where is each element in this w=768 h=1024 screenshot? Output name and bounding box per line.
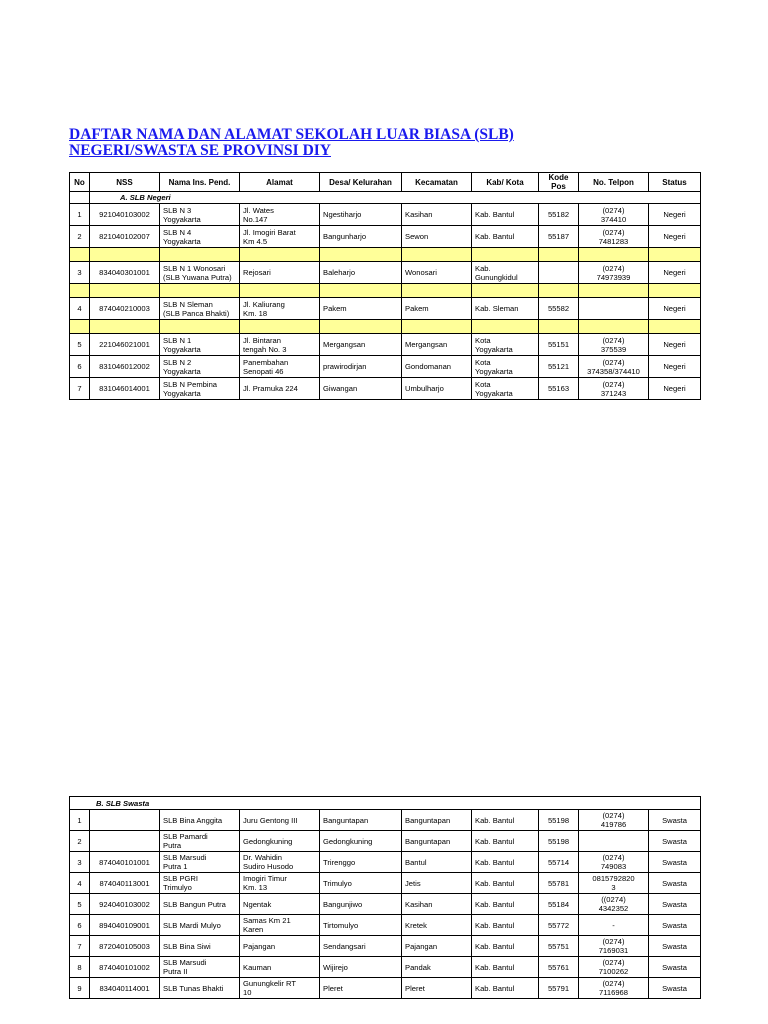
cell-status: Negeri — [649, 298, 701, 320]
highlight-band-row — [70, 284, 701, 298]
cell-desa: Trirenggo — [320, 852, 402, 873]
cell-nama: SLB Bangun Putra — [160, 894, 240, 915]
header-kode-pos: Kode Pos — [539, 173, 579, 192]
cell-no: 9 — [70, 978, 90, 999]
cell-pos: 55182 — [539, 204, 579, 226]
cell-nama: SLB N Sleman (SLB Panca Bhakti) — [160, 298, 240, 320]
cell-kec: Mergangsan — [402, 334, 472, 356]
cell-kab: Kab. Bantul — [472, 957, 539, 978]
cell-pos: 55761 — [539, 957, 579, 978]
cell-no: 6 — [70, 356, 90, 378]
cell-nama: SLB PGRI Trimulyo — [160, 873, 240, 894]
cell-nama: SLB Mardi Mulyo — [160, 915, 240, 936]
cell-kec: Kasihan — [402, 894, 472, 915]
cell-alamat: Jl. Wates No.147 — [240, 204, 320, 226]
cell-pos: 55187 — [539, 226, 579, 248]
cell-nama: SLB Marsudi Putra 1 — [160, 852, 240, 873]
cell-desa: Tirtomulyo — [320, 915, 402, 936]
table-row — [70, 936, 701, 957]
cell-pos: 55184 — [539, 894, 579, 915]
cell-telp: (0274) 419786 — [579, 810, 649, 831]
cell-nama: SLB N 1 Yogyakarta — [160, 334, 240, 356]
table-row — [70, 831, 701, 852]
cell-nss: 872040105003 — [90, 936, 160, 957]
cell-nss: 821040102007 — [90, 226, 160, 248]
highlight-band-row — [70, 248, 701, 262]
cell-no: 1 — [70, 810, 90, 831]
cell-telp: (0274) 74973939 — [579, 262, 649, 284]
cell-desa: Giwangan — [320, 378, 402, 400]
cell-kab: Kota Yogyakarta — [472, 356, 539, 378]
cell-alamat: Samas Km 21 Karen — [240, 915, 320, 936]
cell-nss: 921040103002 — [90, 204, 160, 226]
cell-kab: Kab. Bantul — [472, 894, 539, 915]
table-row — [70, 298, 701, 320]
cell-pos: 55163 — [539, 378, 579, 400]
cell-kec: Wonosari — [402, 262, 472, 284]
cell-status: Swasta — [649, 936, 701, 957]
cell-nama: SLB N 2 Yogyakarta — [160, 356, 240, 378]
cell-pos: 55781 — [539, 873, 579, 894]
cell-no: 2 — [70, 831, 90, 852]
cell-kab: Kota Yogyakarta — [472, 334, 539, 356]
cell-kec: Sewon — [402, 226, 472, 248]
cell-alamat: Kauman — [240, 957, 320, 978]
cell-pos: 55151 — [539, 334, 579, 356]
cell-no: 4 — [70, 298, 90, 320]
table-row — [70, 978, 701, 999]
cell-nama: SLB Bina Anggita — [160, 810, 240, 831]
cell-alamat: Jl. Pramuka 224 — [240, 378, 320, 400]
cell-telp: (0274) 7481283 — [579, 226, 649, 248]
cell-nss: 221046021001 — [90, 334, 160, 356]
cell-nama: SLB N 3 Yogyakarta — [160, 204, 240, 226]
table-header-row — [70, 173, 701, 192]
cell-alamat: Gedongkuning — [240, 831, 320, 852]
cell-kec: Gondomanan — [402, 356, 472, 378]
cell-nss — [90, 810, 160, 831]
cell-nss: 894040109001 — [90, 915, 160, 936]
highlight-band-row — [70, 320, 701, 334]
table-row — [70, 226, 701, 248]
table-row — [70, 356, 701, 378]
cell-kab: Kab. Bantul — [472, 915, 539, 936]
cell-status: Swasta — [649, 810, 701, 831]
cell-nss: 874040113001 — [90, 873, 160, 894]
cell-telp: - — [579, 915, 649, 936]
cell-nss: 834040301001 — [90, 262, 160, 284]
header-alamat: Alamat — [240, 173, 320, 192]
cell-kec: Pajangan — [402, 936, 472, 957]
cell-telp — [579, 298, 649, 320]
cell-no: 1 — [70, 204, 90, 226]
cell-nama: SLB Bina Siwi — [160, 936, 240, 957]
cell-status: Swasta — [649, 852, 701, 873]
cell-telp: (0274) 371243 — [579, 378, 649, 400]
cell-nss — [90, 831, 160, 852]
table-row — [70, 334, 701, 356]
section-label: A. SLB Negeri — [90, 192, 701, 204]
cell-nama: SLB N Pembina Yogyakarta — [160, 378, 240, 400]
cell-pos: 55198 — [539, 831, 579, 852]
cell-desa: Wijirejo — [320, 957, 402, 978]
cell-nss: 831046012002 — [90, 356, 160, 378]
cell-alamat: Imogiri Timur Km. 13 — [240, 873, 320, 894]
cell-nss: 924040103002 — [90, 894, 160, 915]
cell-nama: SLB Marsudi Putra II — [160, 957, 240, 978]
cell-telp: (0274) 374358/374410 — [579, 356, 649, 378]
cell-no: 2 — [70, 226, 90, 248]
cell-kab: Kab. Bantul — [472, 936, 539, 957]
cell-kec: Bantul — [402, 852, 472, 873]
cell-telp: ((0274) 4342352 — [579, 894, 649, 915]
table-row — [70, 957, 701, 978]
cell-status: Swasta — [649, 915, 701, 936]
cell-pos: 55198 — [539, 810, 579, 831]
cell-desa: Sendangsari — [320, 936, 402, 957]
header-nama: Nama Ins. Pend. — [160, 173, 240, 192]
cell-kec: Pakem — [402, 298, 472, 320]
cell-nama: SLB N 4 Yogyakarta — [160, 226, 240, 248]
cell-pos: 55582 — [539, 298, 579, 320]
cell-no: 7 — [70, 936, 90, 957]
table-row — [70, 873, 701, 894]
cell-nss: 834040114001 — [90, 978, 160, 999]
cell-kec: Kretek — [402, 915, 472, 936]
cell-no: 7 — [70, 378, 90, 400]
header-kecamatan: Kecamatan — [402, 173, 472, 192]
cell-kec: Pleret — [402, 978, 472, 999]
cell-nama: SLB Pamardi Putra — [160, 831, 240, 852]
cell-kab: Kota Yogyakarta — [472, 378, 539, 400]
cell-alamat: Juru Gentong III — [240, 810, 320, 831]
cell-alamat: Dr. Wahidin Sudiro Husodo — [240, 852, 320, 873]
cell-desa: Ngestiharjo — [320, 204, 402, 226]
cell-alamat: Rejosari — [240, 262, 320, 284]
cell-desa: Baleharjo — [320, 262, 402, 284]
section-label: B. SLB Swasta — [70, 797, 701, 810]
cell-pos: 55121 — [539, 356, 579, 378]
cell-nss: 874040210003 — [90, 298, 160, 320]
cell-no: 3 — [70, 262, 90, 284]
cell-desa: Gedongkuning — [320, 831, 402, 852]
cell-status: Negeri — [649, 378, 701, 400]
table-row — [70, 915, 701, 936]
cell-alamat: Gunungkelir RT 10 — [240, 978, 320, 999]
header-nss: NSS — [90, 173, 160, 192]
cell-alamat: Panembahan Senopati 46 — [240, 356, 320, 378]
cell-no: 5 — [70, 894, 90, 915]
header-status: Status — [649, 173, 701, 192]
cell-desa: Pleret — [320, 978, 402, 999]
cell-kec: Banguntapan — [402, 810, 472, 831]
cell-kec: Umbulharjo — [402, 378, 472, 400]
cell-alamat: Jl. Kaliurang Km. 18 — [240, 298, 320, 320]
cell-status: Swasta — [649, 831, 701, 852]
cell-kab: Kab. Bantul — [472, 204, 539, 226]
title-line-2: NEGERI/SWASTA SE PROVINSI DIY — [69, 142, 331, 159]
cell-pos — [539, 262, 579, 284]
table-row — [70, 378, 701, 400]
cell-telp: (0274) 375539 — [579, 334, 649, 356]
cell-nama: SLB N 1 Wonosari (SLB Yuwana Putra) — [160, 262, 240, 284]
cell-no: 8 — [70, 957, 90, 978]
cell-kec: Banguntapan — [402, 831, 472, 852]
cell-desa: Mergangsan — [320, 334, 402, 356]
cell-status: Swasta — [649, 873, 701, 894]
cell-kab: Kab. Bantul — [472, 873, 539, 894]
section-row — [70, 797, 701, 810]
title-line-1: DAFTAR NAMA DAN ALAMAT SEKOLAH LUAR BIASA (SLB) — [69, 126, 514, 143]
header-telpon: No. Telpon — [579, 173, 649, 192]
cell-no: 3 — [70, 852, 90, 873]
table-row — [70, 204, 701, 226]
header-desa: Desa/ Kelurahan — [320, 173, 402, 192]
cell-nss: 831046014001 — [90, 378, 160, 400]
cell-alamat: Ngentak — [240, 894, 320, 915]
cell-status: Negeri — [649, 226, 701, 248]
cell-kec: Pandak — [402, 957, 472, 978]
cell-telp: (0274) 7169031 — [579, 936, 649, 957]
cell-kec: Jetis — [402, 873, 472, 894]
cell-desa: Bangunjiwo — [320, 894, 402, 915]
header-kab: Kab/ Kota — [472, 173, 539, 192]
cell-telp: (0274) 7100262 — [579, 957, 649, 978]
table-row — [70, 810, 701, 831]
cell-kab: Kab. Gunungkidul — [472, 262, 539, 284]
slb-negeri-table — [69, 172, 701, 400]
cell-status: Negeri — [649, 262, 701, 284]
cell-no: 5 — [70, 334, 90, 356]
cell-kab: Kab. Bantul — [472, 978, 539, 999]
cell-kab: Kab. Bantul — [472, 810, 539, 831]
cell-kab: Kab. Bantul — [472, 852, 539, 873]
cell-alamat: Pajangan — [240, 936, 320, 957]
cell-nss: 874040101001 — [90, 852, 160, 873]
cell-pos: 55791 — [539, 978, 579, 999]
section-row — [70, 192, 701, 204]
table-row — [70, 852, 701, 873]
cell-status: Swasta — [649, 978, 701, 999]
cell-desa: Trimulyo — [320, 873, 402, 894]
cell-desa: Banguntapan — [320, 810, 402, 831]
cell-kab: Kab. Bantul — [472, 226, 539, 248]
cell-desa: prawirodirjan — [320, 356, 402, 378]
cell-nama: SLB Tunas Bhakti — [160, 978, 240, 999]
cell-desa: Pakem — [320, 298, 402, 320]
header-no: No — [70, 173, 90, 192]
cell-no: 6 — [70, 915, 90, 936]
cell-alamat: Jl. Bintaran tengah No. 3 — [240, 334, 320, 356]
cell-status: Negeri — [649, 334, 701, 356]
cell-status: Negeri — [649, 356, 701, 378]
cell-pos: 55714 — [539, 852, 579, 873]
document-title — [69, 127, 589, 159]
cell-status: Negeri — [649, 204, 701, 226]
cell-telp: (0274) 374410 — [579, 204, 649, 226]
cell-kec: Kasihan — [402, 204, 472, 226]
table-row — [70, 894, 701, 915]
cell-no: 4 — [70, 873, 90, 894]
cell-pos: 55751 — [539, 936, 579, 957]
cell-telp: 0815792820 3 — [579, 873, 649, 894]
cell-kab: Kab. Sleman — [472, 298, 539, 320]
cell-status: Swasta — [649, 957, 701, 978]
slb-swasta-table — [69, 796, 701, 999]
cell-pos: 55772 — [539, 915, 579, 936]
cell-telp: (0274) 749083 — [579, 852, 649, 873]
cell-kab: Kab. Bantul — [472, 831, 539, 852]
cell-nss: 874040101002 — [90, 957, 160, 978]
cell-desa: Bangunharjo — [320, 226, 402, 248]
cell-telp: (0274) 7116968 — [579, 978, 649, 999]
cell-alamat: Jl. Imogiri Barat Km 4.5 — [240, 226, 320, 248]
cell-status: Swasta — [649, 894, 701, 915]
table-row — [70, 262, 701, 284]
cell-telp — [579, 831, 649, 852]
